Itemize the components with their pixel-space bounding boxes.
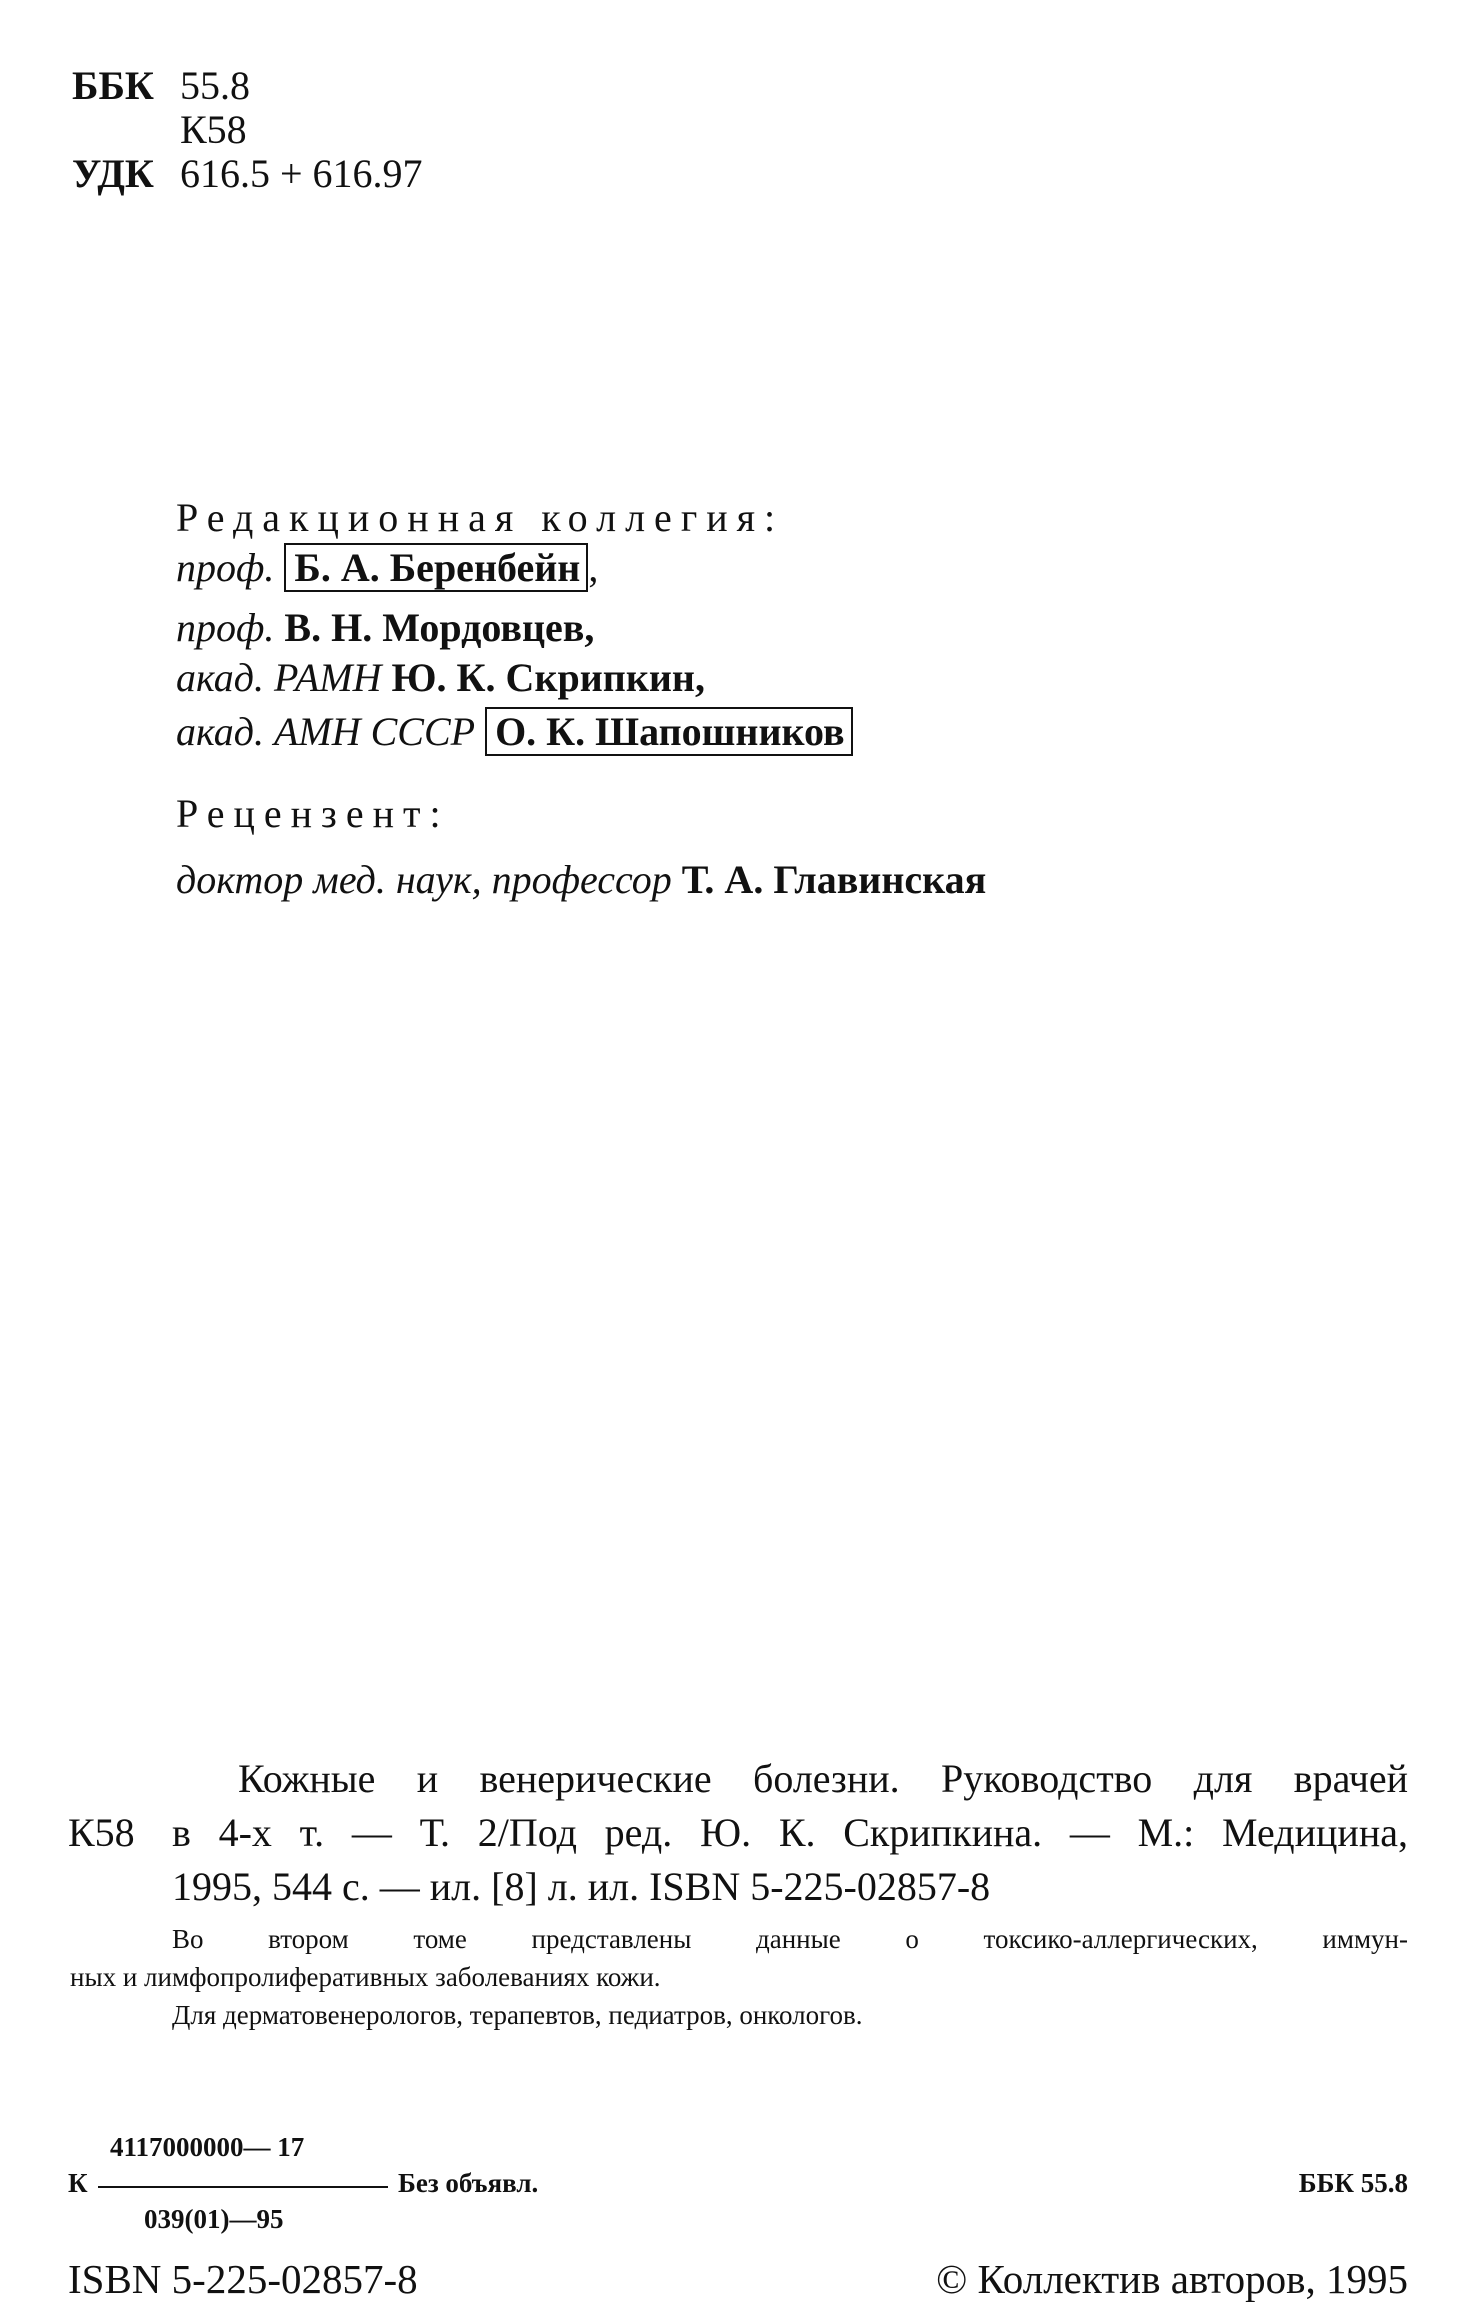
bbk-label: ББК (72, 63, 154, 108)
board-member-1 (176, 544, 598, 591)
fraction-rule (98, 2186, 388, 2188)
member-title: акад. РАМН (176, 655, 382, 700)
member-name: Ю. К. Скрипкин, (391, 655, 705, 700)
reviewer-line (176, 856, 986, 903)
code-numerator: 4117000000— 17 (110, 2132, 305, 2162)
abstract-line-1: Во втором томе представлены данные о токсико-аллергических, иммун- (172, 1924, 1408, 1954)
author-mark-line (72, 108, 423, 152)
bib-line-2-text: в 4-х т. — Т. 2/Под ред. Ю. К. Скрипкина. — М.: Медицина, (172, 1810, 1408, 1855)
board-member-3 (176, 654, 705, 701)
copyright-icon: © (936, 2256, 968, 2302)
udk-label: УДК (72, 151, 154, 196)
board-member-2 (176, 604, 594, 651)
bib-line-3: 1995, 544 с. — ил. [8] л. ил. ISBN 5-225-02857-8 (172, 1864, 991, 1909)
member-name: В. Н. Мордовцев, (284, 605, 595, 650)
author-mark: К58 (180, 107, 247, 152)
bib-author-mark: К58 (68, 1810, 135, 1855)
copyright-text: Коллектив авторов, 1995 (977, 2256, 1408, 2302)
member-name-framed: О. К. Шапошников (485, 707, 853, 756)
member-title: проф. (176, 605, 275, 650)
code-denominator: 039(01)—95 (144, 2204, 284, 2234)
member-suffix: , (588, 545, 599, 590)
code-letter: К (68, 2168, 88, 2198)
reviewer-title: доктор мед. наук, профессор (176, 857, 672, 902)
member-title: проф. (176, 545, 275, 590)
member-name-framed: Б. А. Беренбейн (284, 543, 588, 592)
classification-block (72, 64, 423, 196)
reviewer-heading: Рецензент: (176, 791, 450, 836)
editorial-board-heading: Редакционная коллегия: (176, 495, 785, 540)
bbk-value: 55.8 (180, 63, 250, 108)
udk-value: 616.5 + 616.97 (180, 151, 423, 196)
abstract-line-2: ных и лимфопролиферативных заболеваниях кожи. (70, 1962, 661, 1992)
footer-copyright (936, 2255, 1408, 2303)
reviewer-name: Т. А. Главинская (681, 857, 987, 902)
udk-line (72, 152, 423, 196)
board-member-4 (176, 708, 853, 755)
member-title: акад. АМН СССР (176, 709, 476, 754)
code-note: Без объявл. (398, 2168, 539, 2198)
abstract (70, 1920, 1408, 2034)
footer-isbn: ISBN 5-225-02857-8 (68, 2256, 418, 2302)
abstract-line-3: Для дерматовенерологов, терапевтов, педиатров, онкологов. (172, 2000, 863, 2030)
bib-line-2 (68, 1806, 1408, 1860)
bib-line-1: Кожные и венерические болезни. Руководство для врачей (238, 1756, 1408, 1801)
bbk-line (72, 64, 423, 108)
code-bbk: ББК 55.8 (1298, 2168, 1408, 2198)
bibliographic-description (68, 1752, 1408, 1914)
